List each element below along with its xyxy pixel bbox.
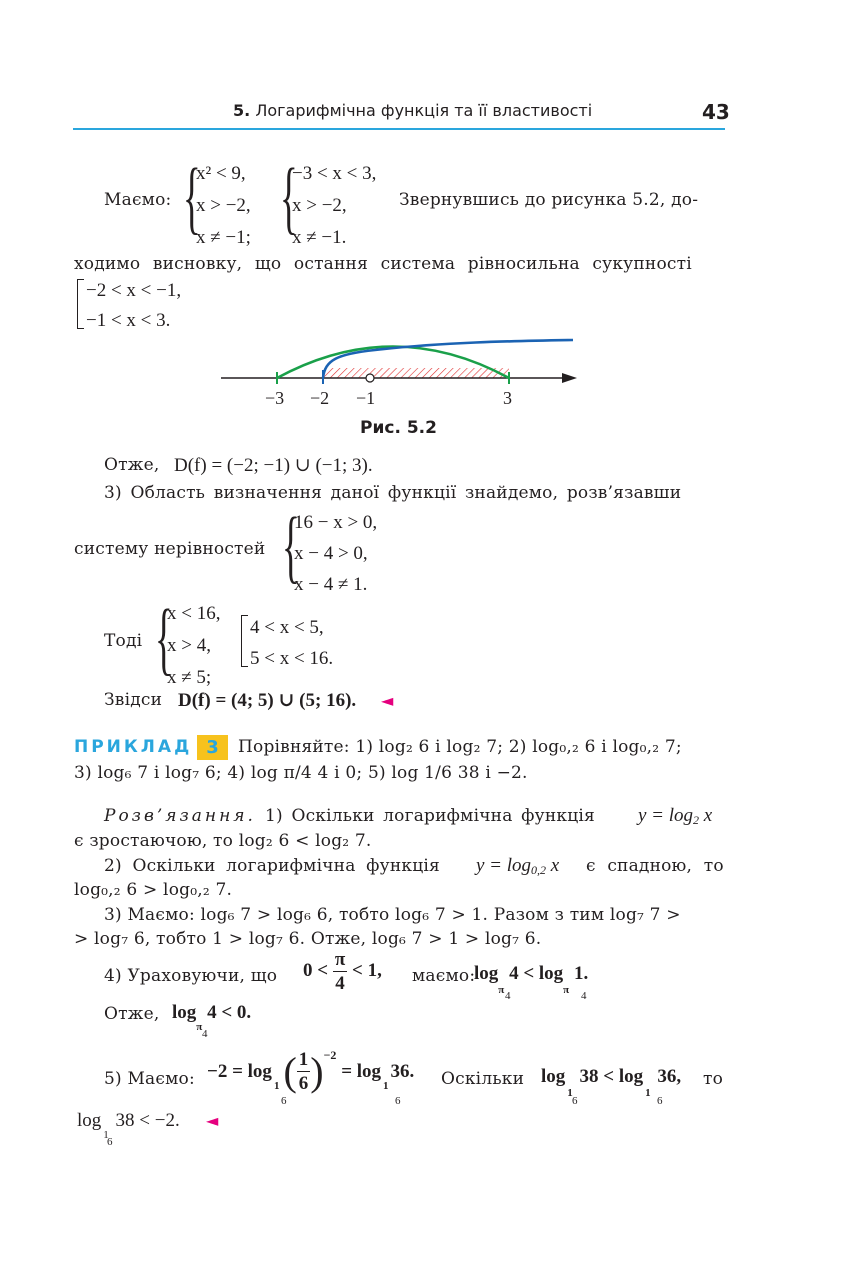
tick-label-minus2: −2 (310, 388, 330, 408)
sol1-text-b: є зростаючою, то log₂ 6 < log₂ 7. (74, 831, 372, 851)
sol4-text-c: Отже, (104, 1004, 160, 1024)
sol4-sub-den-1: 4 (505, 990, 511, 1002)
sys3-line-3: x − 4 ≠ 1. (294, 574, 368, 595)
hatched-region (323, 368, 509, 378)
union1-line-2: −1 < x < 3. (86, 310, 171, 331)
lead-maiemo: Маємо: (104, 190, 172, 210)
system-brace-4: { (155, 592, 173, 683)
example-number-badge: 3 (197, 735, 228, 760)
union2-line-1: 4 < x < 5, (250, 617, 324, 638)
sol4-sub-den-2: 4 (581, 990, 587, 1002)
figure-number-line (215, 330, 585, 415)
sol4-sub-den-3: 4 (202, 1028, 208, 1040)
axis-arrow (562, 373, 577, 383)
pi-over-4-frac: $\frac{\pi}{4}$ (334, 949, 346, 994)
one-sixth-frac: $\frac{1}{6}$ (298, 1049, 309, 1094)
sol4-conclusion: $\log_\pi 4 < 0$. (172, 1002, 252, 1033)
sol3-line-a: 3) Маємо: log₆ 7 > log₆ 6, тобто log₆ 7 > 1. Разом з тим log₇ 7 > (104, 905, 681, 925)
sol5-sub-den-1: 6 (281, 1095, 287, 1107)
section-title: Логарифмічна функція та її властивості (255, 101, 593, 120)
system-2 (292, 158, 376, 254)
sol5-formula: −2 = log 1 ( $\frac{1}{6}$ ) $^{-2}$ = log 1 36. (207, 1048, 415, 1094)
sys4-line-2: x > 4, (167, 635, 211, 656)
tick-label-minus1: −1 (356, 388, 376, 408)
system-1 (196, 158, 251, 254)
sys1-line-1: x² < 9, (196, 163, 246, 184)
sol5-compare: $\log_1 38 < \log_1 36$, (541, 1066, 682, 1099)
sys3-line-2: x − 4 > 0, (294, 543, 368, 564)
sys1-line-2: x > −2, (196, 195, 251, 216)
sol4-text-b: маємо: (412, 966, 476, 986)
text-zvernuvshys: Звернувшись до рисунка 5.2, до- (399, 190, 699, 210)
sol5-sub-den-2: 6 (395, 1095, 401, 1107)
sol4-compare: $\log_\pi 4 < \log_\pi 1$. (474, 963, 589, 996)
sys4-line-3: x ≠ 5; (167, 667, 212, 688)
sys2-line-2: x > −2, (292, 195, 347, 216)
end-marker-1: ◄ (381, 691, 394, 710)
solution-title: Розв’язання. (104, 806, 256, 826)
sol2-text-b: є спадною, то (586, 856, 724, 876)
tick-label-minus3: −3 (265, 388, 285, 408)
part3-line1: 3) Область визначення даної функції знайдемо, розв’язавши (104, 483, 682, 503)
sol5-sub-den-4: 6 (657, 1095, 663, 1107)
hole-minus1 (366, 374, 374, 382)
running-header (233, 101, 592, 120)
sol5-text-a: 5) Маємо: (104, 1069, 195, 1089)
tick-label-3: 3 (503, 388, 512, 408)
result-domain: D(f) = (4; 5) ∪ (5; 16). (178, 690, 357, 711)
sys3-line-1: 16 − x > 0, (294, 512, 378, 533)
union-2 (250, 612, 333, 674)
sys2-line-1: −3 < x < 3, (292, 163, 377, 184)
system-3 (294, 507, 377, 600)
example-task-line1: Порівняйте: 1) log₂ 6 і log₂ 7; 2) log₀,₂ 6 і log₀,₂ 7; (238, 737, 682, 757)
system-4 (167, 598, 220, 694)
sys4-line-1: x < 16, (167, 603, 221, 624)
sol2-formula: $y = \log_{0,2} x$ (476, 855, 560, 877)
figure-caption: Рис. 5.2 (360, 418, 437, 438)
union2-line-2: 5 < x < 16. (250, 648, 334, 669)
sys1-line-3: x ≠ −1; (196, 227, 251, 248)
system-brace-3: { (282, 500, 300, 591)
part3-lead: систему нерівностей (74, 539, 266, 559)
text-vysnovok: ходимо висновку, що остання система рівносильна сукупності (74, 254, 692, 274)
sol5-text-b: Оскільки (441, 1069, 525, 1089)
example-task-line2: 3) log₆ 7 і log₇ 6; 4) log π/4 4 і 0; 5) log 1/6 38 і −2. (74, 763, 528, 783)
sol5-final: $\log_1 38 < -2$. (77, 1110, 180, 1141)
end-marker-2: ◄ (206, 1111, 219, 1130)
union-bracket-1 (77, 279, 84, 329)
domain1-lead: Отже, (104, 455, 160, 475)
page-number: 43 (702, 100, 730, 124)
sol3-line-b: > log₇ 6, тобто 1 > log₇ 6. Отже, log₆ 7 > 1 > log₇ 6. (74, 929, 542, 949)
sol1-text-a: 1) Оскільки логарифмічна функція (265, 806, 595, 826)
sol4-ineq: 0 < $\frac{\pi}{4}$ < 1, (303, 949, 382, 994)
system-brace-1: { (183, 151, 201, 242)
sol2-text-a: 2) Оскільки логарифмічна функція (104, 856, 440, 876)
system-brace-2: { (280, 151, 298, 242)
sol4-text-a: 4) Ураховуючи, що (104, 966, 278, 986)
union1-line-1: −2 < x < −1, (86, 280, 182, 301)
result-lead: Звідси (104, 690, 163, 710)
header-rule (73, 128, 725, 130)
union-bracket-2 (241, 615, 248, 667)
section-number: 5. (233, 101, 251, 120)
example-label: ПРИКЛАД (74, 737, 193, 757)
sol5-text-c: то (703, 1069, 724, 1089)
sys2-line-3: x ≠ −1. (292, 227, 347, 248)
sol2-text-c: log₀,₂ 6 > log₀,₂ 7. (74, 880, 233, 900)
union-1 (86, 276, 181, 336)
domain1-result: D(f) = (−2; −1) ∪ (−1; 3). (174, 455, 373, 476)
sol5-sub-den-3: 6 (572, 1095, 578, 1107)
sol5-sub-den-5: 6 (107, 1136, 113, 1148)
sol1-formula: $y = \log_2 x$ (638, 805, 713, 827)
part3-then: Тоді (104, 631, 143, 651)
